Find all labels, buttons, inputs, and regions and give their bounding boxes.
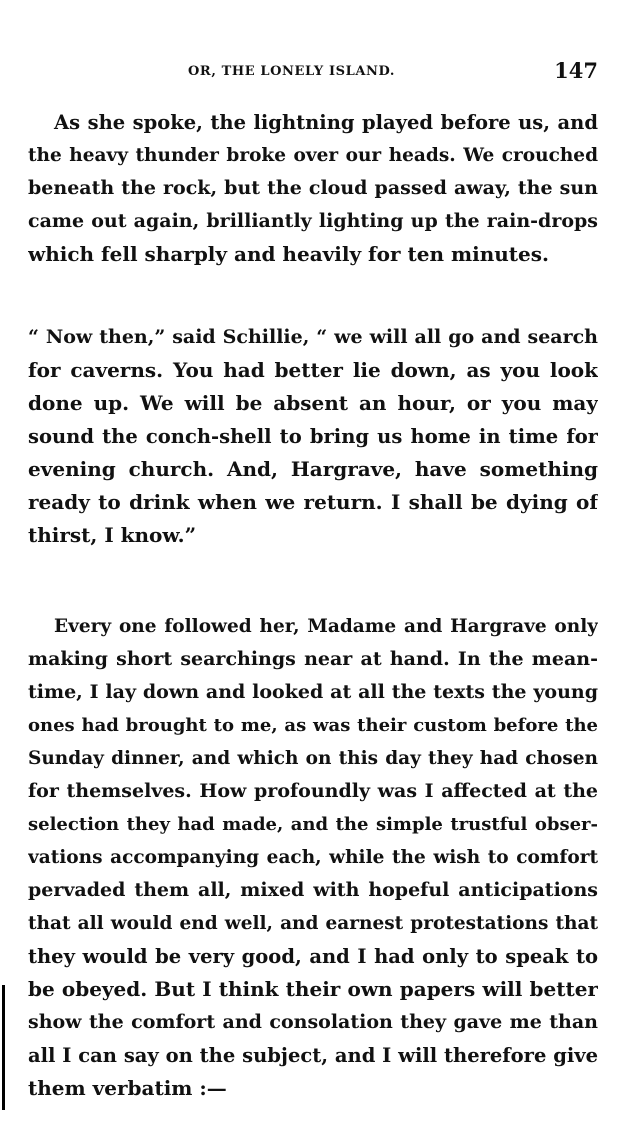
text-line: done up. We will be absent an hour, or you may (28, 391, 598, 415)
text-line: vations accompanying each, while the wish to comfort (28, 847, 598, 868)
text-line: evening church. And, Hargrave, have something (28, 457, 598, 481)
text-line: Every one followed her, Madame and Hargrave only (54, 616, 598, 637)
text-line: ready to drink when we return. I shall be dying of (28, 490, 598, 514)
text-line: be obeyed. But I think their own papers will better (28, 977, 598, 1001)
paragraph-3 (28, 610, 598, 1105)
text-line: the heavy thunder broke over our heads. We crouched (28, 145, 598, 166)
text-line: them verbatim :— (28, 1076, 227, 1100)
text-line: “ Now then,” said Schillie, “ we will all go and search (28, 326, 598, 348)
text-line: Sunday dinner, and which on this day they had chosen (28, 748, 598, 769)
text-line: As she spoke, the lightning played before us, and (54, 111, 598, 134)
text-line: which fell sharply and heavily for ten minutes. (28, 242, 549, 266)
text-line: they would be very good, and I had only to speak to (28, 945, 598, 968)
text-line: for themselves. How profoundly was I affected at the (28, 780, 598, 802)
text-line: time, I lay down and looked at all the texts the young (28, 681, 598, 703)
text-line: pervaded them all, mixed with hopeful anticipations (28, 879, 598, 901)
page-number: 147 (554, 58, 598, 83)
text-line: all I can say on the subject, and I will therefore give (28, 1044, 598, 1067)
text-line: thirst, I know.” (28, 523, 197, 547)
text-line: ones had brought to me, as was their custom before the (28, 715, 598, 736)
scan-edge-mark (2, 985, 5, 1110)
text-line: selection they had made, and the simple trustful obser- (28, 814, 598, 835)
running-title: OR, THE LONELY ISLAND. (188, 64, 396, 79)
text-line: that all would end well, and earnest protestations that (28, 913, 598, 934)
text-line: making short searchings near at hand. In the mean- (28, 648, 598, 670)
text-line: came out again, brilliantly lighting up the rain-drops (28, 210, 598, 232)
paragraph-2 (28, 321, 598, 552)
text-line: sound the conch-shell to bring us home in time for (28, 425, 598, 448)
text-line: beneath the rock, but the cloud passed away, the sun (28, 177, 598, 199)
text-line: show the comfort and consolation they gave me than (28, 1011, 598, 1033)
page-header (28, 58, 598, 88)
paragraph-1 (28, 106, 598, 271)
text-line: for caverns. You had better lie down, as you look (28, 358, 598, 382)
